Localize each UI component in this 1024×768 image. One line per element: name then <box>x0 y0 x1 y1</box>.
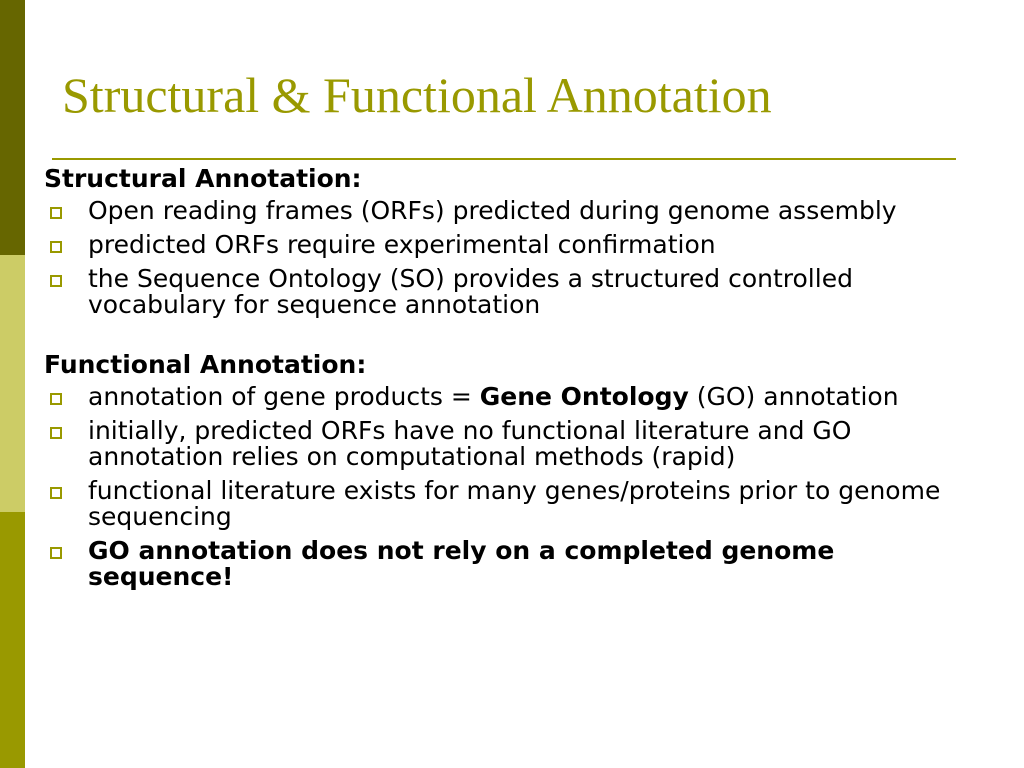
square-bullet-icon <box>50 547 62 559</box>
functional-heading: Functional Annotation: <box>44 350 367 379</box>
list-item <box>44 384 984 410</box>
list-item-text: the Sequence Ontology (SO) provides a structured controlled vocabulary for sequence annotation <box>88 264 853 319</box>
gene-ontology-term: Gene Ontology <box>479 382 689 411</box>
list-item <box>44 418 984 470</box>
slide-body <box>44 166 984 598</box>
structural-list <box>44 198 984 318</box>
square-bullet-icon <box>50 427 62 439</box>
list-item <box>44 266 984 318</box>
list-item-text: functional literature exists for many genes/proteins prior to genome sequencing <box>88 476 941 531</box>
list-item-text: predicted ORFs require experimental confirmation <box>88 230 716 259</box>
list-item <box>44 232 984 258</box>
square-bullet-icon <box>50 207 62 219</box>
functional-list <box>44 384 984 590</box>
list-item <box>44 198 984 224</box>
left-band-bottom <box>0 512 25 768</box>
left-band-middle <box>0 255 25 512</box>
list-item-text: Open reading frames (ORFs) predicted during genome assembly <box>88 196 897 225</box>
list-item-text: initially, predicted ORFs have no functional literature and GO annotation relies on computational methods (rapid) <box>88 416 852 471</box>
square-bullet-icon <box>50 393 62 405</box>
list-item-text-emphasis: GO annotation does not rely on a completed genome sequence! <box>88 536 835 591</box>
list-item-text-after: (GO) annotation <box>688 382 899 411</box>
list-item-text-before: annotation of gene products = <box>88 382 480 411</box>
list-item <box>44 478 984 530</box>
title-divider <box>52 158 956 160</box>
list-item <box>44 538 984 590</box>
structural-heading: Structural Annotation: <box>44 164 362 193</box>
slide-title: Structural & Functional Annotation <box>62 67 772 123</box>
square-bullet-icon <box>50 241 62 253</box>
left-band-top <box>0 0 25 255</box>
square-bullet-icon <box>50 275 62 287</box>
square-bullet-icon <box>50 487 62 499</box>
